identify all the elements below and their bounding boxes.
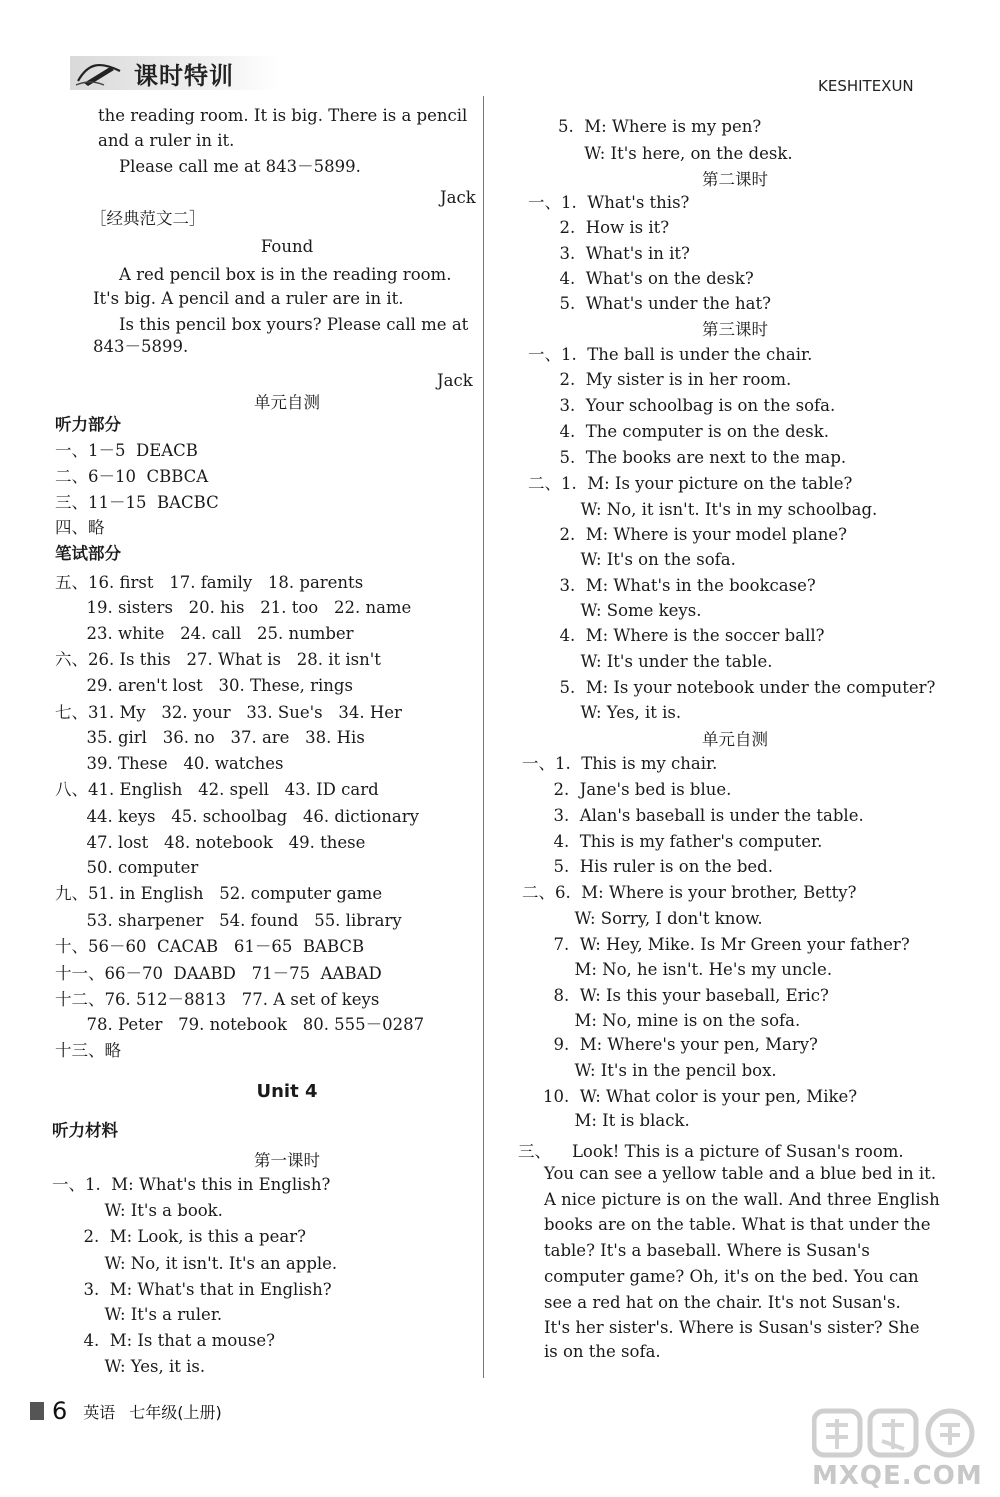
dialogue-line: M: No, he isn't. He's my uncle. <box>522 960 833 979</box>
signature: Jack <box>437 371 473 390</box>
answer-line: 39. These 40. watches <box>55 754 284 773</box>
answer-line: 5. What's under the hat? <box>528 294 771 313</box>
dialogue-line: W: Some keys. <box>528 601 702 620</box>
passage-line: You can see a yellow table and a blue bed in it. <box>544 1164 937 1183</box>
answer-line: 十一、66－70 DAABD 71－75 AABAD <box>55 964 382 983</box>
answer-line: 35. girl 36. no 37. are 38. His <box>55 728 365 747</box>
dialogue-line: W: It's a ruler. <box>52 1305 223 1324</box>
answer-stamp-logo-icon <box>812 1405 982 1461</box>
text-line: 843－5899. <box>93 337 189 356</box>
dialogue-line: W: It's in the pencil box. <box>522 1061 777 1080</box>
text-line: the reading room. It is big. There is a pencil <box>98 106 468 125</box>
watermark <box>812 1405 982 1495</box>
section-heading: 听力材料 <box>52 1121 118 1140</box>
passage-line: It's her sister's. Where is Susan's sister? She <box>544 1318 920 1337</box>
header-title: 课时特训 <box>134 61 234 90</box>
answer-line: 一、1. This is my chair. <box>522 754 718 773</box>
answer-line: 一、1－5 DEACB <box>55 441 198 460</box>
answer-line: 3. Alan's baseball is under the table. <box>522 806 864 825</box>
answer-line: 5. His ruler is on the bed. <box>522 857 773 876</box>
answer-line: 53. sharpener 54. found 55. library <box>55 911 402 930</box>
column-divider <box>483 96 484 1378</box>
text-line: It's big. A pencil and a ruler are in it. <box>93 289 404 308</box>
answer-line: 4. This is my father's computer. <box>522 832 823 851</box>
page-number: 6 <box>52 1397 68 1425</box>
answer-line: 2. Jane's bed is blue. <box>522 780 732 799</box>
lesson-heading: 第一课时 <box>254 1151 320 1170</box>
answer-line: 九、51. in English 52. computer game <box>55 884 383 903</box>
signature: Jack <box>440 188 476 207</box>
dialogue-line: 二、1. M: Is your picture on the table? <box>528 474 853 493</box>
lesson-heading: 第三课时 <box>702 320 768 339</box>
dialogue-line: 4. M: Where is the soccer ball? <box>528 626 825 645</box>
dialogue-line: W: Sorry, I don't know. <box>522 909 763 928</box>
pen-icon <box>70 57 128 89</box>
answer-line: 78. Peter 79. notebook 80. 555－0287 <box>55 1015 425 1034</box>
dialogue-line: W: It's a book. <box>52 1201 223 1220</box>
answer-line: 二、6－10 CBBCA <box>55 467 209 486</box>
answer-line: 19. sisters 20. his 21. too 22. name <box>55 598 412 617</box>
dialogue-line: 2. M: Where is your model plane? <box>528 525 847 544</box>
dialogue-line: W: It's on the sofa. <box>528 550 736 569</box>
dialogue-line: W: It's under the table. <box>528 652 773 671</box>
answer-line: 三、11－15 BACBC <box>55 493 219 512</box>
dialogue-line: M: No, mine is on the sofa. <box>522 1011 801 1030</box>
grade-label: 七年级(上册) <box>129 1402 222 1422</box>
dialogue-line: 3. M: What's that in English? <box>52 1280 332 1299</box>
essay-title: Found <box>260 237 314 256</box>
passage-line: A nice picture is on the wall. And three English <box>544 1190 940 1209</box>
answer-line: 十二、76. 512－8813 77. A set of keys <box>55 990 380 1009</box>
passage-line: 三、 Look! This is a picture of Susan's room. <box>518 1142 904 1161</box>
text-line: A red pencil box is in the reading room. <box>98 265 452 284</box>
dialogue-line: W: Yes, it is. <box>52 1357 206 1376</box>
dialogue-line: W: Yes, it is. <box>528 703 682 722</box>
header-logo <box>70 56 234 90</box>
answer-line: 2. My sister is in her room. <box>528 370 792 389</box>
answer-line: 23. white 24. call 25. number <box>55 624 354 643</box>
answer-line: 2. How is it? <box>528 218 670 237</box>
subject-label: 英语 <box>83 1402 116 1422</box>
unit-title: Unit 4 <box>256 1081 318 1102</box>
answer-line: 4. What's on the desk? <box>528 269 754 288</box>
answer-line: 一、1. The ball is under the chair. <box>528 345 813 364</box>
answer-line: 29. aren't lost 30. These, rings <box>55 676 353 695</box>
dialogue-line: 7. W: Hey, Mike. Is Mr Green your father? <box>522 935 910 954</box>
dialogue-line: W: It's here, on the desk. <box>558 144 793 163</box>
text-line: and a ruler in it. <box>98 131 235 150</box>
answer-line: 5. The books are next to the map. <box>528 448 847 467</box>
answer-line: 4. The computer is on the desk. <box>528 422 829 441</box>
section-heading: 听力部分 <box>55 415 121 434</box>
section-heading: 单元自测 <box>254 393 320 412</box>
dialogue-line: 一、1. M: What's this in English? <box>52 1175 331 1194</box>
dialogue-line: 5. M: Is your notebook under the computer? <box>528 678 936 697</box>
answer-line: 3. What's in it? <box>528 244 690 263</box>
answer-line: 47. lost 48. notebook 49. these <box>55 833 366 852</box>
answer-line: 3. Your schoolbag is on the sofa. <box>528 396 836 415</box>
section-heading: 笔试部分 <box>55 544 121 563</box>
dialogue-line: W: No, it isn't. It's in my schoolbag. <box>528 500 878 519</box>
essay-label: ［经典范文二］ <box>90 209 206 228</box>
answer-line: 七、31. My 32. your 33. Sue's 34. Her <box>55 703 402 722</box>
answer-line: 一、1. What's this? <box>528 193 690 212</box>
header-series-name: KESHITEXUN <box>818 77 914 95</box>
footer-marker <box>30 1402 44 1420</box>
dialogue-line: W: No, it isn't. It's an apple. <box>52 1254 338 1273</box>
passage-line: table? It's a baseball. Where is Susan's <box>544 1241 870 1260</box>
dialogue-line: 3. M: What's in the bookcase? <box>528 576 816 595</box>
answer-line: 十、56－60 CACAB 61－65 BABCB <box>55 937 365 956</box>
dialogue-line: 9. M: Where's your pen, Mary? <box>522 1035 818 1054</box>
answer-line: 十三、略 <box>55 1041 121 1060</box>
answer-line: 44. keys 45. schoolbag 46. dictionary <box>55 807 419 826</box>
passage-line: see a red hat on the chair. It's not Susan's. <box>544 1293 901 1312</box>
watermark-text: MXQE.COM <box>812 1461 983 1491</box>
answer-line: 50. computer <box>55 858 199 877</box>
passage-line: computer game? Oh, it's on the bed. You can <box>544 1267 919 1286</box>
answer-line: 四、略 <box>55 518 105 537</box>
dialogue-line: 4. M: Is that a mouse? <box>52 1331 275 1350</box>
dialogue-line: 8. W: Is this your baseball, Eric? <box>522 986 829 1005</box>
passage-line: books are on the table. What is that under the <box>544 1215 931 1234</box>
answer-line: 八、41. English 42. spell 43. ID card <box>55 780 379 799</box>
dialogue-line: 10. W: What color is your pen, Mike? <box>522 1087 858 1106</box>
dialogue-line: 二、6. M: Where is your brother, Betty? <box>522 883 857 902</box>
answer-line: 五、16. first 17. family 18. parents <box>55 573 364 592</box>
text-line: Is this pencil box yours? Please call me at <box>98 315 469 334</box>
dialogue-line: 5. M: Where is my pen? <box>558 117 762 136</box>
lesson-heading: 第二课时 <box>702 170 768 189</box>
answer-line: 六、26. Is this 27. What is 28. it isn't <box>55 650 381 669</box>
dialogue-line: M: It is black. <box>522 1111 690 1130</box>
section-heading: 单元自测 <box>702 730 768 749</box>
text-line: Please call me at 843－5899. <box>98 157 361 176</box>
page-footer <box>30 1397 236 1425</box>
dialogue-line: 2. M: Look, is this a pear? <box>52 1227 306 1246</box>
passage-line: is on the sofa. <box>544 1342 661 1361</box>
